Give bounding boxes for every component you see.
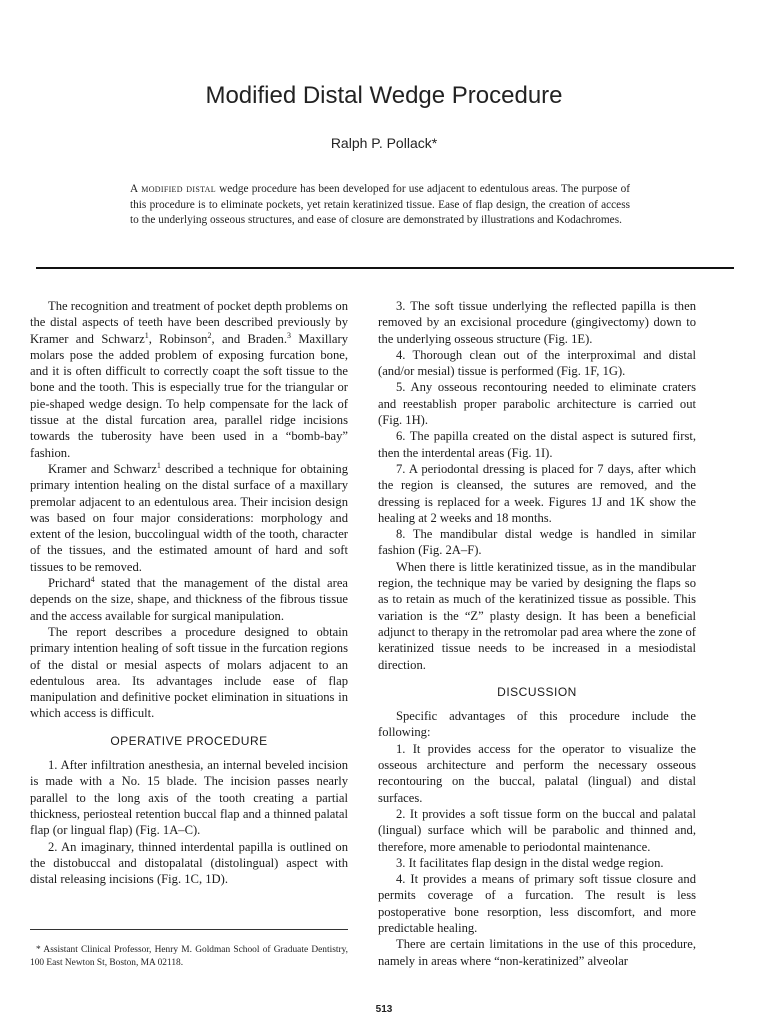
section-heading-operative: OPERATIVE PROCEDURE [110,733,268,748]
procedure-step-2: 2. An imaginary, thinned interdental papilla is outlined on the distobuccal and distopalatal (distolingual) aspect with distal releasing incisions (Fig. 1C, 1D). [30,839,348,887]
limitations-paragraph: There are certain limitations in the use of this procedure, namely in areas where “non-keratinized” alveolar [378,937,696,968]
section-heading-discussion: DISCUSSION [497,684,577,699]
header-rule [36,267,734,269]
advantage-2: 2. It provides a soft tissue form on the buccal and palatal (lingual) surface which will be parabolic and thinned and, therefore, more amenable to periodontal maintenance. [378,806,696,854]
right-column [378,298,696,969]
reference-marker: 2 [207,330,212,340]
procedure-step-7: 7. A periodontal dressing is placed for 7 days, after which the region is cleansed, the sutures are removed, and the dressing is replaced for a week. Figures 1J and 1K show the healing at 2 weeks and 18 months. [378,461,696,525]
footnote-rule [30,929,348,930]
reference-marker: 4 [90,574,95,584]
article-title: Modified Distal Wedge Procedure [205,82,563,109]
intro-paragraph-3: Prichard$^4$ stated that the management of the distal area depends on the size, shape, and thickness of the fibrous tissue and the access available for surgical manipulation. [30,574,348,623]
intro-paragraph-4: The report describes a procedure designed to obtain primary intention healing of soft tissue in the furcation regions of the distal or mesial aspects of molars adjacent to an edentulous area. Its advantages include ease of flap manipulation and definitive pocket elimination in situations in which access is difficult. [30,624,348,721]
author-footnote: * Assistant Clinical Professor, Henry M. Goldman School of Graduate Dentistry, 100 East Newton St, Boston, MA 02118. [30,945,348,968]
advantage-3: 3. It facilitates flap design in the distal wedge region. [396,855,664,870]
page-number: 513 [375,1004,393,1015]
advantage-1: 1. It provides access for the operator to visualize the osseous architecture and perform the necessary osseous recontouring on the buccal, palatal (lingual) and distal surfaces. [378,741,696,805]
reference-marker: 1 [144,330,149,340]
procedure-step-5: 5. Any osseous recontouring needed to eliminate craters and reestablish proper parabolic architecture is carried out (Fig. 1H). [378,380,696,428]
discussion-intro: Specific advantages of this procedure include the following: [378,709,696,740]
procedure-step-8: 8. The mandibular distal wedge is handled in similar fashion (Fig. 2A–F). [378,527,696,558]
procedure-step-1: 1. After infiltration anesthesia, an internal beveled incision is made with a No. 15 blade. The incision passes nearly parallel to the long axis of the tooth creating a partial thickness, periosteal retention buccal flap and a thinned palatal flap (or lingual flap) (Fig. 1A–C). [30,758,348,838]
left-column [30,298,348,887]
procedure-step-6: 6. The papilla created on the distal aspect is sutured first, then the interdental areas (Fig. 1I). [378,429,696,460]
author-name: Ralph P. Pollack* [330,135,438,151]
reference-marker: 1 [156,460,161,470]
abstract-lead: A modified distal [130,183,216,195]
advantage-4: 4. It provides a means of primary soft tissue closure and permits coverage of a furcation. The result is less postoperative bone resorption, less discomfort, and more predictable healing. [378,872,696,935]
intro-paragraph-2: Kramer and Schwarz$^1$ described a technique for obtaining primary intention healing on the distal surface of a maxillary premolar adjacent to an edentulous area. Their incision design was based on four major considerations: morphology and extent of the lesion, buccolingual width of the tooth, character of the tissues, and the estimated amount of hard and soft tissues to be removed. [30,460,349,574]
reference-marker: 3 [287,330,291,340]
abstract [130,182,630,229]
intro-paragraph-1: The recognition and treatment of pocket depth problems on the distal aspects of teeth have been described previously by Kramer and Schwarz$^1$, Robinson$^2$, and Braden.$^3$ Maxillary molars pose the added problem of exposing furcation bone, and it is often difficult to correctly coapt the soft tissue to the bone and the tooth. This is especially true for the triangular or pie-shaped wedge design. To help compensate for the lack of tissue at the distal furcation area, parallel ridge incisions towards the tuberosity have been used in a “bomb-bay” fashion. [30,299,349,460]
z-plasty-paragraph: When there is little keratinized tissue, as in the mandibular region, the technique may be varied by designing the flaps so as to retain as much of the keratinized tissue as possible. This variation is the “Z” plasty design. It has been a beneficial adjunct to therapy in the retromolar pad area where the zone of keratinized tissue needs to be increased in a mesiodistal direction. [378,559,696,672]
procedure-step-3: 3. The soft tissue underlying the reflected papilla is then removed by an excisional procedure (gingivectomy) down to the underlying osseous structure (Fig. 1E). [378,299,696,346]
procedure-step-4: 4. Thorough clean out of the interproximal and distal (and/or mesial) tissue is performed (Fig. 1F, 1G). [378,347,696,379]
abstract-text: wedge procedure has been developed for use adjacent to edentulous areas. The purpose of this procedure is to eliminate pockets, yet retain keratinized tissue. Ease of flap design, the creation of access to the underlying osseous structures, and ease of closure are demonstrated by illustrations and Kodachromes. [130,183,630,226]
